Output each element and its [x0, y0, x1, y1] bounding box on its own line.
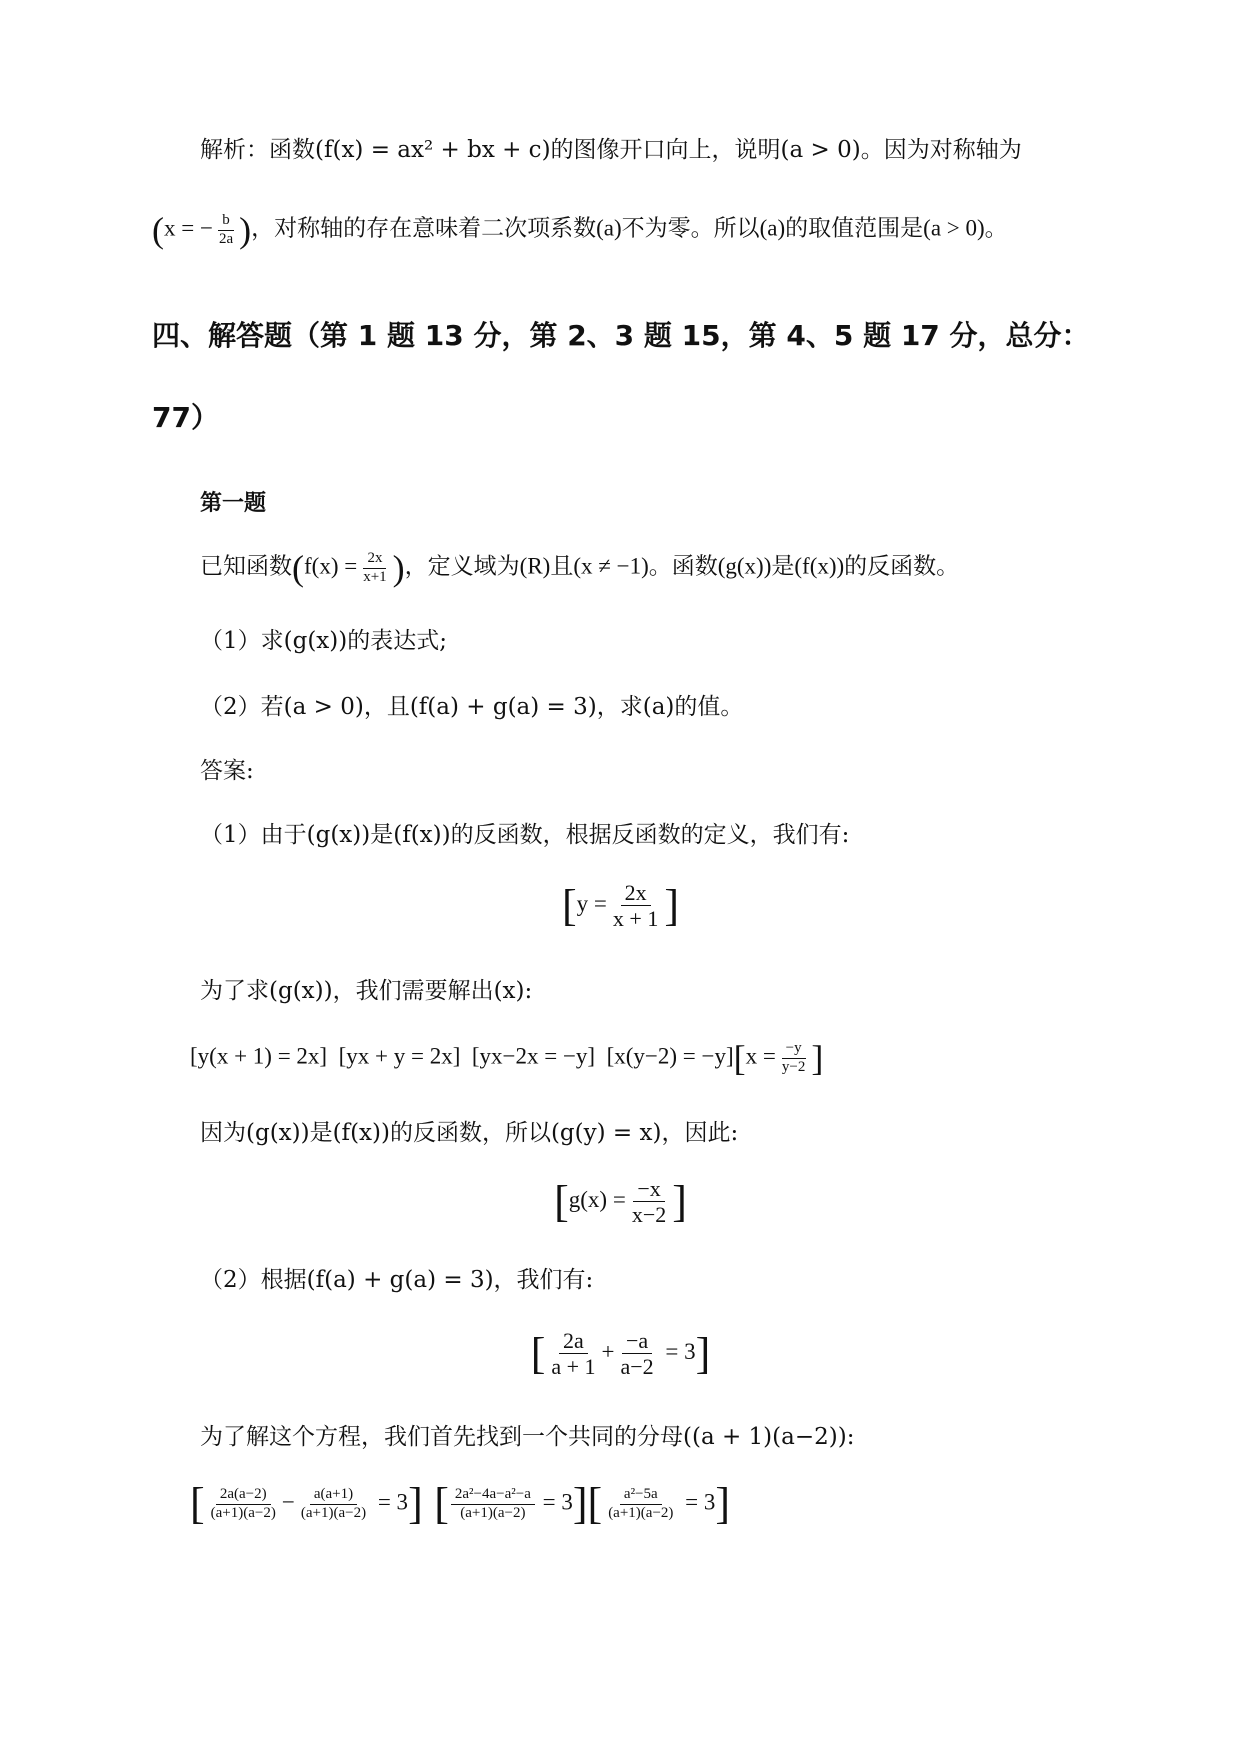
step-4: [x(y−2) = −y] — [606, 1043, 734, 1069]
axis-lhs: x = − — [164, 215, 213, 241]
equation-2 — [0, 1176, 1241, 1228]
c1-fraction-2 — [297, 1486, 370, 1522]
eq3-num-2: −a — [622, 1328, 652, 1354]
axis-num: b — [218, 212, 234, 230]
c1-op: − — [281, 1489, 295, 1515]
eq1-num: 2x — [621, 880, 651, 906]
axis-fraction — [215, 212, 237, 248]
bracket-close: ] — [664, 880, 679, 930]
eq3-den-1: a + 1 — [551, 1354, 596, 1380]
eq3-fraction-2 — [617, 1328, 658, 1380]
c2-den: (a+1)(a−2) — [460, 1504, 526, 1521]
eq1-fraction — [609, 880, 662, 932]
step5-den: y−2 — [781, 1058, 806, 1075]
bracket-open: [ — [554, 1176, 569, 1226]
c1-fraction-1 — [207, 1486, 280, 1522]
eq1-lhs: y = — [576, 891, 607, 917]
statement-fraction — [359, 550, 390, 586]
eq3-num-1: 2a — [559, 1328, 588, 1354]
eq2-den: x−2 — [631, 1202, 667, 1228]
c3-rhs: = 3 — [685, 1489, 716, 1515]
step5-num: −y — [782, 1040, 806, 1058]
c1-den-2: (a+1)(a−2) — [300, 1504, 367, 1521]
eq2-lhs: g(x) = — [568, 1187, 626, 1213]
step5-fraction — [778, 1040, 809, 1076]
bracket-open: [ — [190, 1479, 205, 1528]
bracket-close: ] — [672, 1176, 687, 1226]
c2-num: 2a²−4a−a²−a — [451, 1486, 535, 1504]
c1-den-1: (a+1)(a−2) — [210, 1504, 276, 1521]
bracket-open: [ — [530, 1328, 546, 1378]
eq3-fraction-1 — [547, 1328, 599, 1380]
bracket-close: ] — [695, 1328, 711, 1378]
paren-open: ( — [152, 210, 164, 250]
c2-fraction — [451, 1486, 535, 1522]
eq3-plus: + — [601, 1339, 615, 1365]
eq3-den-2: a−2 — [620, 1354, 654, 1380]
statement-rest: ，定义域为(R)且(x ≠ −1)。函数(g(x))是(f(x))的反函数。 — [404, 553, 960, 579]
analysis-line-2 — [152, 212, 1008, 248]
bracket-close: ] — [715, 1479, 731, 1528]
solve-steps — [190, 1040, 823, 1076]
question-2: （2）若(a > 0)，且(f(a) + g(a) = 3)，求(a)的值。 — [200, 694, 744, 720]
statement-num: 2x — [363, 550, 386, 568]
statement-den: x+1 — [363, 568, 387, 585]
analysis-line-1: 解析：函数(f(x) = ax² + bx + c)的图像开口向上，说明(a > 0)。因为对称轴为 — [200, 137, 1022, 163]
question-1: （1）求(g(x))的表达式; — [200, 628, 447, 654]
eq2-num: −x — [633, 1176, 664, 1202]
statement-f: f(x) = — [304, 553, 358, 579]
bracket-open: [ — [733, 1038, 746, 1078]
common-denominator-equations — [190, 1479, 731, 1528]
bracket-open: [ — [434, 1479, 449, 1528]
axis-den: 2a — [218, 230, 234, 247]
answer-2-intro: （2）根据(f(a) + g(a) = 3)，我们有: — [200, 1267, 594, 1293]
section-title-line-2: 77） — [152, 401, 219, 434]
c1-num-1: 2a(a−2) — [216, 1486, 271, 1504]
c1-num-2: a(a+1) — [310, 1486, 357, 1504]
statement-pre: 已知函数 — [200, 553, 292, 579]
eq1-den: x + 1 — [612, 906, 659, 932]
step-1: [y(x + 1) = 2x] — [190, 1043, 328, 1069]
problem-statement — [200, 550, 959, 586]
equation-3 — [0, 1328, 1241, 1380]
paren-close: ) — [239, 210, 252, 250]
c1-rhs: = 3 — [377, 1489, 409, 1515]
analysis-line-2-rest: ，对称轴的存在意味着二次项系数(a)不为零。所以(a)的取值范围是(a > 0)。 — [251, 215, 1008, 241]
common-denominator-intro: 为了解这个方程，我们首先找到一个共同的分母((a + 1)(a−2)): — [200, 1424, 855, 1450]
paren-open: ( — [292, 548, 304, 588]
answer-1-intro: （1）由于(g(x))是(f(x))的反函数，根据反函数的定义，我们有: — [200, 822, 850, 848]
eq2-fraction — [628, 1176, 670, 1228]
paren-close: ) — [392, 548, 405, 588]
equation-1 — [0, 880, 1241, 932]
bracket-open: [ — [562, 880, 577, 930]
section-title-line-1: 四、解答题（第 1 题 13 分，第 2、3 题 15，第 4、5 题 17 分，总分： — [152, 319, 1090, 352]
eq3-rhs: = 3 — [665, 1339, 696, 1365]
bracket-close: ] — [408, 1479, 423, 1528]
c3-fraction — [604, 1486, 677, 1522]
bracket-open: [ — [587, 1479, 603, 1528]
bracket-close: ] — [811, 1038, 824, 1078]
c3-den: (a+1)(a−2) — [608, 1504, 674, 1521]
c2-rhs: = 3 — [542, 1489, 573, 1515]
step-3: [yx−2x = −y] — [471, 1043, 596, 1069]
bracket-close: ] — [572, 1479, 588, 1528]
problem-heading: 第一题 — [200, 491, 267, 516]
c3-num: a²−5a — [620, 1486, 662, 1504]
step5-lhs: x = — [745, 1043, 776, 1069]
because-line: 因为(g(x))是(f(x))的反函数，所以(g(y) = x)，因此: — [200, 1120, 739, 1146]
answer-label: 答案: — [200, 758, 254, 784]
solve-intro: 为了求(g(x))，我们需要解出(x): — [200, 978, 533, 1004]
step-2: [yx + y = 2x] — [338, 1043, 461, 1069]
